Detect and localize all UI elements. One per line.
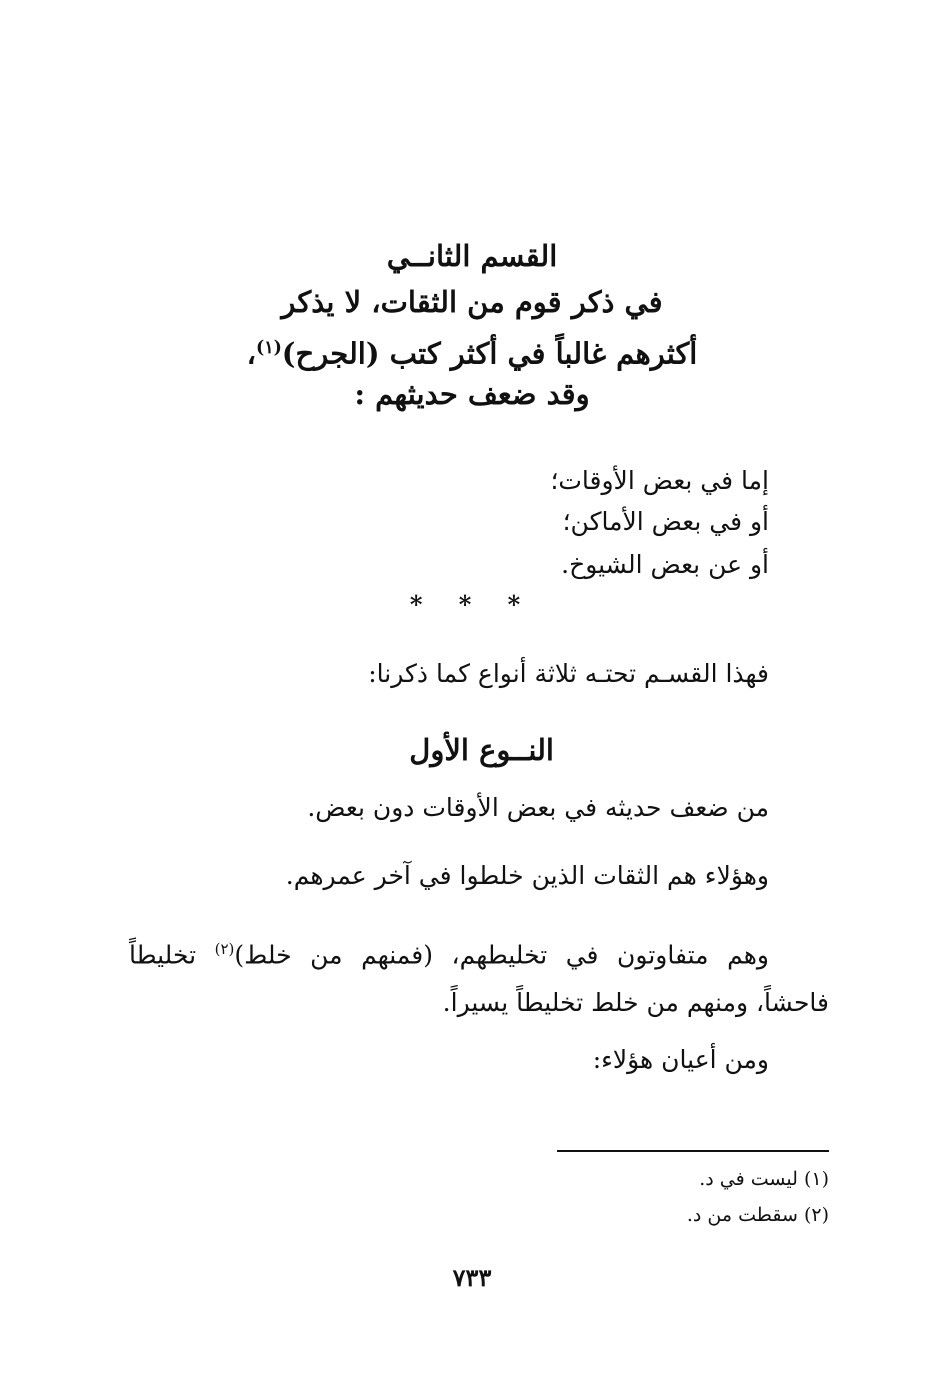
footnote-text: سقطت من د. [686,1204,798,1226]
footnote-ref-2[interactable]: (٢) [214,940,235,958]
list-item: أو عن بعض الشيوخ. [561,550,769,579]
section-subtitle-line-3: أكثرهم غالباً في أكثر كتب (الجرح)$^{(١)}$، [246,336,698,371]
footnote-number: (٢) [803,1204,829,1226]
section-title [200,233,744,279]
footnote-ref-1[interactable]: (١) [255,338,282,358]
page-number: ٧٣٣ [452,1263,492,1292]
paragraph-1: من ضعف حديثه في بعض الأوقات دون بعض. [307,793,769,822]
paragraph-3: وهم متفاوتون في تخليطهم، (فمنهم من خلط)$^{(٢)}$ تخليطاً فاحشاً، ومنهم من خلط تخليطاً يسيراً. [129,940,829,1018]
section-separator: * * * [409,590,535,619]
section-title-line-1: القسم الثانــي [386,239,558,273]
section-subtitle-line-2: في ذكر قوم من الثقات، لا يذكر [281,285,663,319]
paragraph-4: ومن أعيان هؤلاء: [592,1045,769,1074]
paragraph-2: وهؤلاء هم الثقات الذين خلطوا في آخر عمرهم. [285,861,769,890]
list-item: إما في بعض الأوقات؛ [550,466,769,495]
summary-text: فهذا القسـم تحتـه ثلاثة أنواع كما ذكرنا: [368,659,769,688]
section-subtitle-line-4: وقد ضعف حديثهم : [354,377,590,411]
footnote-text: ليست في د. [699,1168,798,1190]
subsection-title: النــوع الأول [409,733,554,767]
footnote-number: (١) [803,1168,829,1190]
footnote-2 [687,1199,829,1231]
footnote-1 [699,1163,829,1195]
footnote-divider [557,1150,829,1152]
list-item: أو في بعض الأماكن؛ [562,507,769,536]
